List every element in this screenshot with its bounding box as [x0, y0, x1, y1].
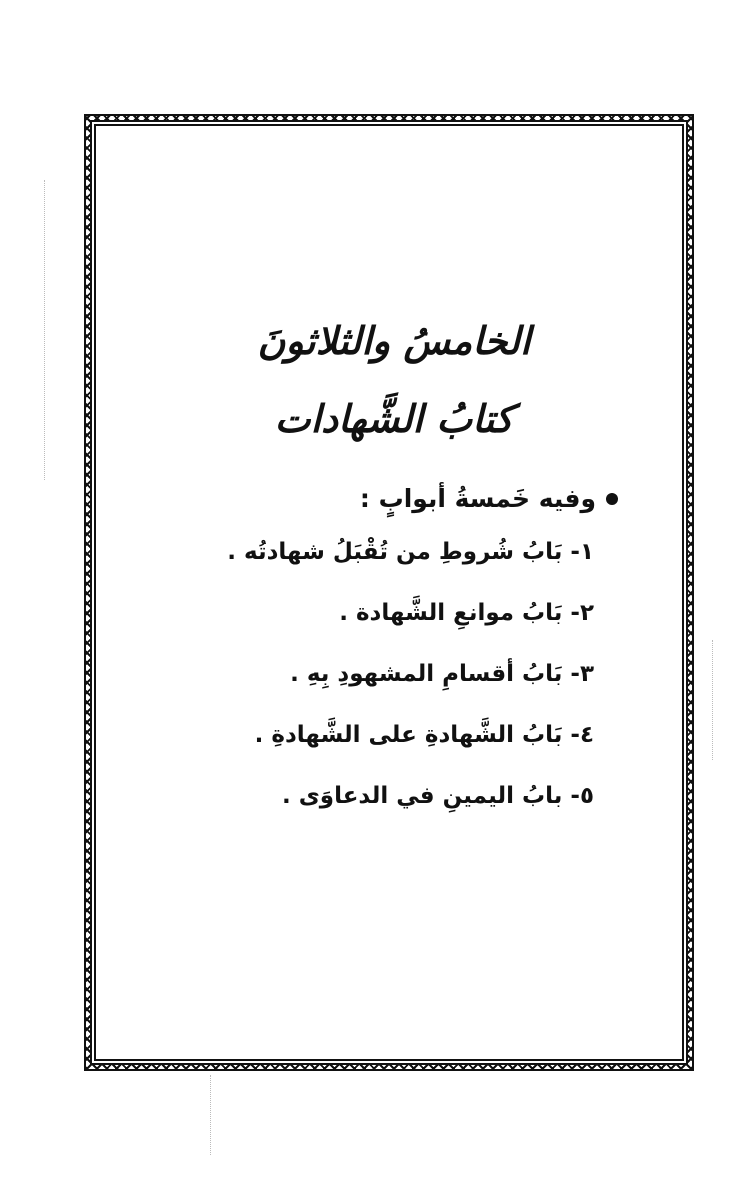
- chapter-number: ١-: [570, 539, 594, 565]
- chapter-title: بَابُ الشَّهادةِ على الشَّهادةِ .: [254, 722, 563, 748]
- chapter-item: [110, 541, 594, 571]
- scan-artifact-line: [712, 640, 714, 760]
- scan-artifact-line: [210, 1075, 212, 1155]
- page-content: [110, 300, 668, 846]
- scan-artifact-line: [44, 180, 46, 480]
- book-title: كتابُ الشَّهادات: [274, 396, 514, 441]
- chapter-item: [110, 724, 594, 754]
- chapter-item: [110, 602, 594, 632]
- chapter-title: بَابُ شُروطِ من تُقْبَلُ شهادتُه .: [227, 539, 563, 565]
- book-section-number: الخامسُ والثلاثونَ: [257, 318, 531, 363]
- chapter-item: [110, 663, 594, 693]
- chapter-title: بَابُ أقسامِ المشهودِ بِهِ .: [290, 661, 563, 687]
- chapter-number: ٣-: [570, 661, 594, 687]
- chapter-list: [110, 541, 668, 815]
- chapters-intro-text: وفيه خَمسةُ أبوابٍ :: [359, 484, 596, 513]
- chapter-item: [110, 785, 594, 815]
- chapter-number: ٢-: [570, 600, 594, 626]
- chapter-number: ٥-: [570, 783, 594, 809]
- bullet-icon: [606, 493, 618, 505]
- chapter-title: بابُ اليمينِ في الدعاوَى .: [281, 783, 563, 809]
- chapter-title: بَابُ موانعِ الشَّهادة .: [339, 600, 563, 626]
- chapters-intro: [110, 484, 668, 513]
- chapter-number: ٤-: [570, 722, 594, 748]
